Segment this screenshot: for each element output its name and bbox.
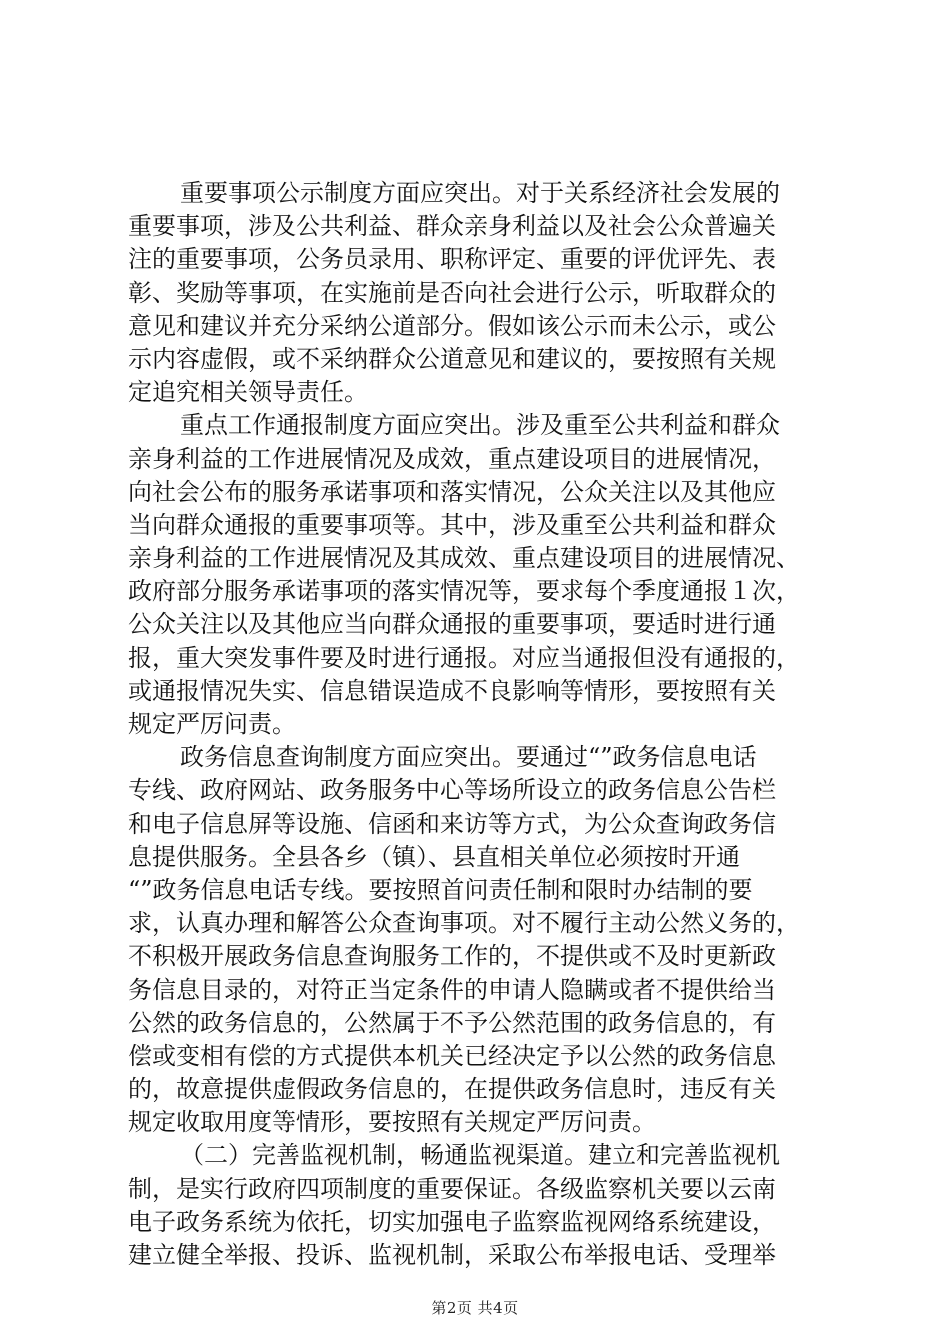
text-line: 亲身利益的工作进展情况及其成效、重点建设项目的进展情况、	[128, 544, 800, 573]
text-line: 彰、奖励等事项，在实施前是否向社会进行公示，听取群众的	[128, 278, 776, 307]
text-line: 意见和建议并充分采纳公道部分。假如该公示而未公示，或公	[128, 311, 776, 340]
text-line: 息提供服务。全县各乡（镇）、县直相关单位必须按时开通	[128, 842, 740, 871]
text-line: 重要事项，涉及公共利益、群众亲身利益以及社会公众普遍关	[128, 212, 776, 241]
text-line: （二）完善监视机制，畅通监视渠道。建立和完善监视机	[180, 1141, 780, 1170]
text-line: 当向群众通报的重要事项等。其中，涉及重至公共利益和群众	[128, 510, 776, 539]
text-line: 重点工作通报制度方面应突出。涉及重至公共利益和群众	[180, 411, 780, 440]
text-line: 和电子信息屏等设施、信函和来访等方式，为公众查询政务信	[128, 809, 776, 838]
page-number-footer: 第2页 共4页	[431, 1299, 519, 1317]
text-line: 的，故意提供虚假政务信息的，在提供政务信息时，违反有关	[128, 1075, 776, 1104]
text-line: 政务信息查询制度方面应突出。要通过“”政务信息电话	[180, 743, 757, 772]
text-line: 公然的政务信息的，公然属于不予公然范围的政务信息的，有	[128, 1008, 776, 1037]
text-line: 公众关注以及其他应当向群众通报的重要事项，要适时进行通	[128, 610, 776, 639]
text-line: 注的重要事项，公务员录用、职称评定、重要的评优评先、表	[128, 245, 776, 274]
text-line: 专线、政府网站、政务服务中心等场所设立的政务信息公告栏	[128, 776, 776, 805]
text-line: 示内容虚假，或不采纳群众公道意见和建议的，要按照有关规	[128, 344, 776, 373]
text-line: 偿或变相有偿的方式提供本机关已经决定予以公然的政务信息	[128, 1041, 776, 1070]
text-line: 定追究相关领导责任。	[128, 378, 368, 407]
text-line: 不积极开展政务信息查询服务工作的，不提供或不及时更新政	[128, 942, 776, 971]
text-line: 重要事项公示制度方面应突出。对于关系经济社会发展的	[180, 179, 780, 207]
text-line: 建立健全举报、投诉、监视机制，采取公布举报电话、受理举	[128, 1241, 776, 1269]
text-line: 规定收取用度等情形，要按照有关规定严厉问责。	[128, 1108, 656, 1137]
text-line: 向社会公布的服务承诺事项和落实情况，公众关注以及其他应	[128, 477, 776, 506]
text-line: “”政务信息电话专线。要按照首问责任制和限时办结制的要	[128, 875, 753, 904]
document-body	[128, 177, 828, 1272]
text-line: 政府部分服务承诺事项的落实情况等，要求每个季度通报１次，	[128, 577, 800, 606]
text-line: 规定严厉问责。	[128, 710, 296, 738]
text-line: 亲身利益的工作进展情况及成效，重点建设项目的进展情况，	[128, 444, 776, 473]
text-line: 报，重大突发事件要及时进行通报。对应当通报但没有通报的，	[128, 643, 800, 672]
text-line: 求，认真办理和解答公众查询事项。对不履行主动公然义务的，	[128, 909, 800, 938]
text-line: 或通报情况失实、信息错误造成不良影响等情形，要按照有关	[128, 676, 776, 705]
text-line: 制，是实行政府四项制度的重要保证。各级监察机关要以云南	[128, 1174, 776, 1203]
text-line: 电子政务系统为依托，切实加强电子监察监视网络系统建设，	[128, 1207, 776, 1236]
text-line: 务信息目录的，对符正当定条件的申请人隐瞒或者不提供给当	[128, 975, 776, 1004]
